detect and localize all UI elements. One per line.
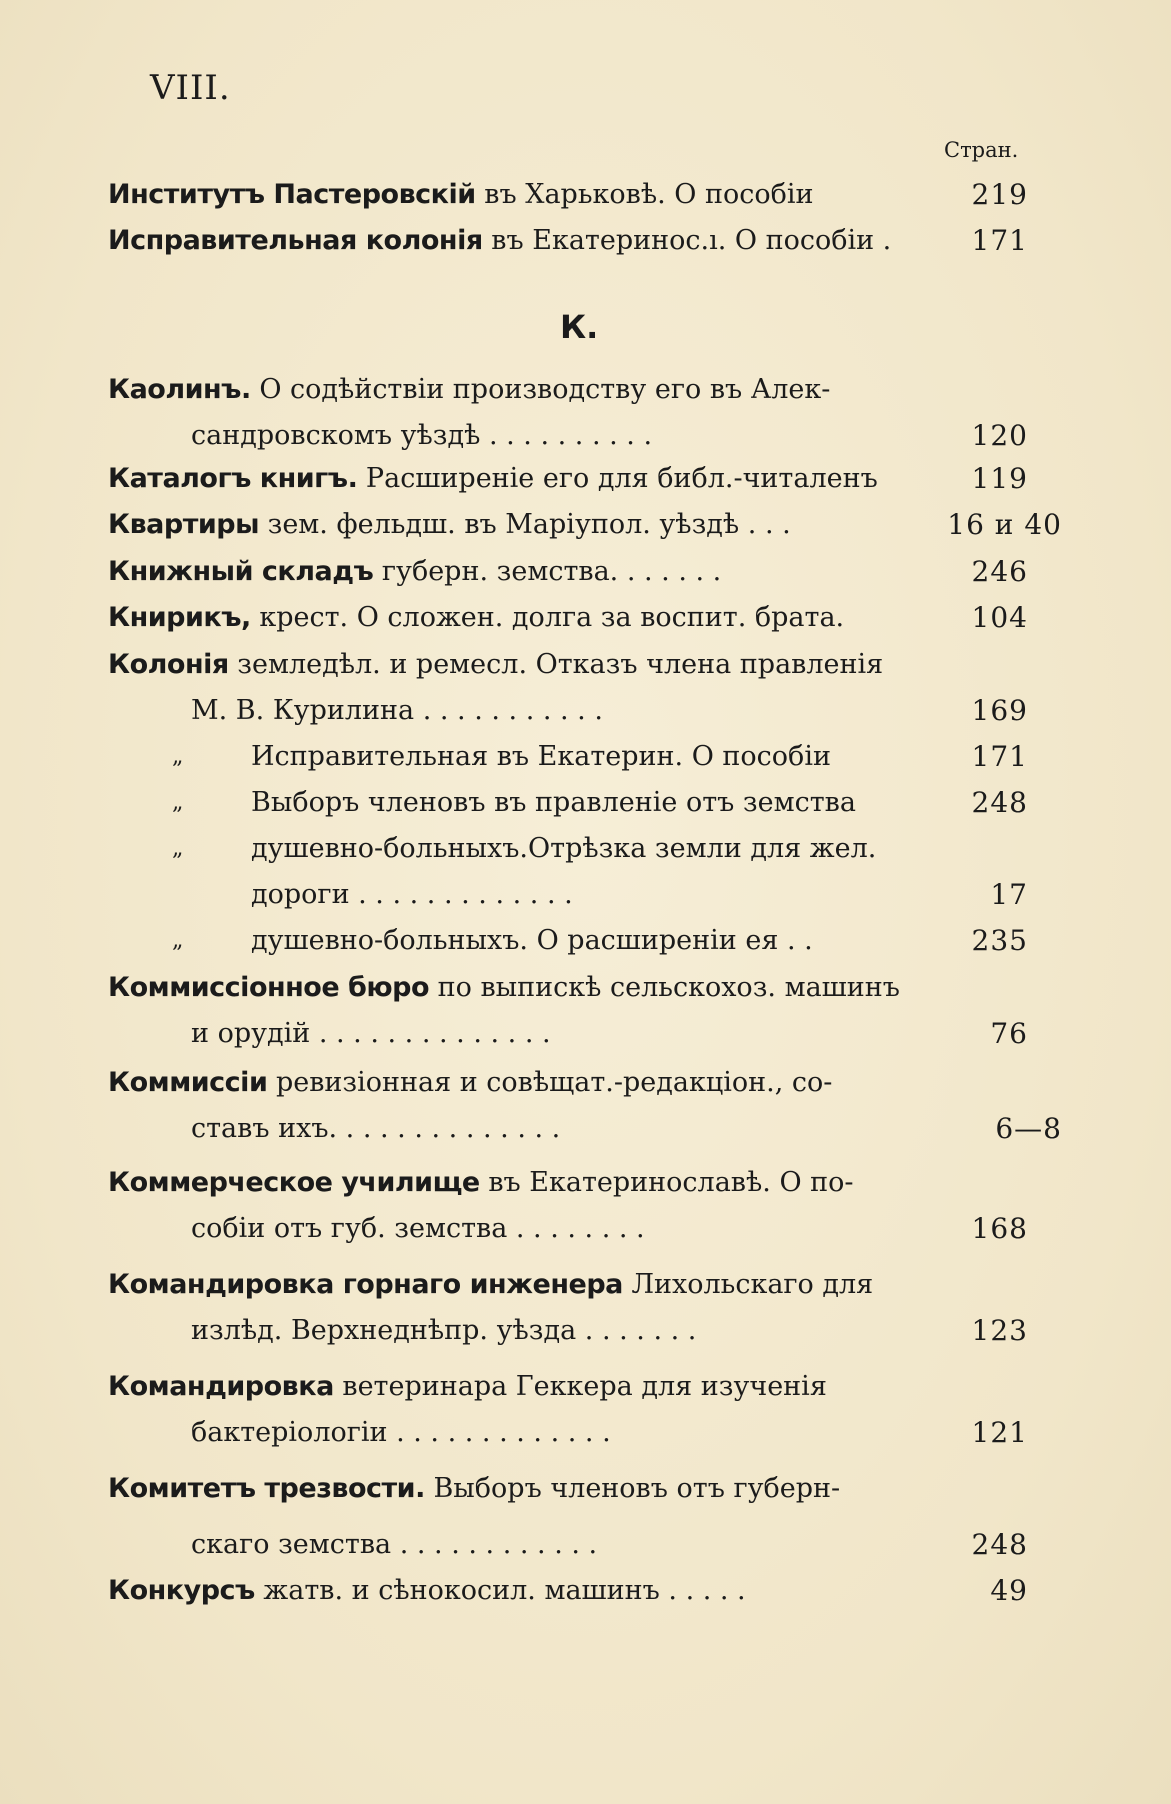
entry-text: собіи отъ губ. земства . . . . . . . .: [191, 1213, 645, 1244]
entry-text: дороги . . . . . . . . . . . . .: [251, 879, 573, 910]
entry-text: скаго земства . . . . . . . . . . . .: [191, 1529, 598, 1560]
entry-line: [108, 872, 1028, 918]
entry-text: душевно-больныхъ.Отрѣзка земли для жел.: [251, 833, 877, 864]
entry-heading: Квартиры: [108, 509, 260, 540]
entry-line: [108, 456, 1028, 502]
page-number: 123: [971, 1314, 1028, 1347]
page-number: 120: [971, 419, 1028, 452]
page-number: 76: [990, 1017, 1028, 1050]
page-number: 169: [971, 694, 1028, 727]
page-number: 49: [990, 1574, 1028, 1607]
entry-text: въ Екатеринос.ı. О пособіи .: [482, 225, 892, 256]
entry-heading: Книжный складъ: [108, 556, 374, 587]
entry-text: въ Екатеринославѣ. О по-: [479, 1167, 854, 1198]
entry-text: душевно-больныхъ. О расширеніи ея . .: [251, 925, 813, 956]
entry-line: [108, 1466, 1028, 1512]
page-number: 171: [971, 740, 1028, 773]
page-number: 171: [971, 224, 1028, 257]
entry-line: [108, 688, 1028, 734]
page-number: 121: [971, 1416, 1028, 1449]
entry-text: Лихольскаго для: [622, 1269, 874, 1300]
entry-line: [108, 965, 1028, 1011]
page-number: 104: [971, 601, 1028, 634]
entry-line: [108, 642, 1028, 688]
index-entry: [108, 642, 1028, 964]
entry-line: [108, 1364, 1028, 1410]
entry-line: [108, 780, 1028, 826]
index-entry: [108, 502, 1062, 548]
entry-text: жатв. и сѣнокосил. машинъ . . . . .: [254, 1575, 746, 1606]
page-number: 17: [990, 878, 1028, 911]
index-entry: [108, 172, 1028, 218]
entry-text: губерн. земства. . . . . . .: [373, 556, 722, 587]
entry-line: [108, 1568, 1028, 1614]
entry-line: [108, 595, 1028, 641]
entry-line: [108, 1160, 1028, 1206]
ditto-mark: „: [172, 790, 184, 815]
entry-heading: Книрикъ,: [108, 602, 251, 633]
entry-text: ветеринара Геккера для изученія: [333, 1371, 827, 1402]
page-number: 219: [971, 178, 1028, 211]
index-entry: [108, 1262, 1028, 1354]
entry-heading: Комитетъ трезвости.: [108, 1473, 425, 1504]
entry-heading: Командировка: [108, 1371, 334, 1402]
page-number: 235: [971, 924, 1028, 957]
index-entry: [108, 367, 1028, 459]
entry-text: и орудій . . . . . . . . . . . . . .: [191, 1018, 551, 1049]
entry-text: бактеріологіи . . . . . . . . . . . . .: [191, 1417, 611, 1448]
index-entry: [108, 1060, 1062, 1152]
entry-heading: Коммиссіонное бюро: [108, 972, 430, 1003]
entry-line: [108, 1308, 1028, 1354]
entry-line: [108, 734, 1028, 780]
page-number: 168: [971, 1212, 1028, 1245]
index-entry: [108, 1466, 1028, 1568]
entry-line: [108, 1410, 1028, 1456]
entry-heading: Коммиссіи: [108, 1067, 268, 1098]
entry-heading: Командировка горнаго инженера: [108, 1269, 623, 1300]
entry-heading: Коммерческое училище: [108, 1167, 480, 1198]
entry-text: Расширеніе его для библ.-читаленъ: [357, 463, 878, 494]
ditto-mark: „: [172, 836, 184, 861]
entry-line: [108, 918, 1028, 964]
entry-line: [108, 1522, 1028, 1568]
index-entry: [108, 549, 1028, 595]
index-entry: [108, 1160, 1028, 1252]
index-entry: [108, 456, 1028, 502]
index-entry: [108, 1568, 1028, 1614]
entry-heading: Исправительная колонія: [108, 225, 483, 256]
entry-text: Выборъ членовъ въ правленіе отъ земства: [251, 787, 856, 818]
index-entry: [108, 218, 1028, 264]
page-number: 119: [971, 462, 1028, 495]
index-entry: [108, 595, 1028, 641]
entry-line: [108, 172, 1028, 218]
entry-text: сандровскомъ уѣздѣ . . . . . . . . . .: [191, 420, 653, 451]
entry-text: по выпискѣ сельскохоз. машинъ: [429, 972, 900, 1003]
ditto-mark: „: [172, 928, 184, 953]
page-number: 248: [971, 1528, 1028, 1561]
entry-heading: Каолинъ.: [108, 374, 251, 405]
page-column-header: Стран.: [944, 138, 1019, 162]
entry-heading: Каталогъ книгъ.: [108, 463, 358, 494]
entry-heading: Конкурсъ: [108, 1575, 255, 1606]
index-entry: [108, 965, 1028, 1057]
entry-line: [108, 549, 1028, 595]
entry-line: [108, 826, 1028, 872]
entry-line: [108, 1262, 1028, 1308]
entry-line: [108, 1106, 1062, 1152]
entry-heading: Институтъ Пастеровскій: [108, 179, 476, 210]
entry-text: О содѣйствіи производству его въ Алек-: [250, 374, 831, 405]
entry-text: излѣд. Верхнеднѣпр. уѣзда . . . . . . .: [191, 1315, 697, 1346]
entry-text: Исправительная въ Екатерин. О пособіи: [251, 741, 831, 772]
entry-text: крест. О сложен. долга за воспит. брата.: [250, 602, 845, 633]
page-folio: VIII.: [150, 68, 231, 108]
entry-line: [108, 218, 1028, 264]
entry-line: [108, 502, 1062, 548]
index-entry: [108, 1364, 1028, 1456]
entry-line: [108, 413, 1028, 459]
entry-line: [108, 1060, 1028, 1106]
entry-text: зем. фельдш. въ Маріупол. уѣздѣ . . .: [259, 509, 791, 540]
entry-line: [108, 367, 1028, 413]
entry-line: [108, 1206, 1028, 1252]
ditto-mark: „: [172, 744, 184, 769]
entry-text: земледѣл. и ремесл. Отказъ члена правленія: [228, 649, 884, 680]
section-letter: К.: [560, 308, 599, 346]
entry-line: [108, 1011, 1028, 1057]
entry-text: ставъ ихъ. . . . . . . . . . . . . .: [191, 1113, 561, 1144]
entry-text: Выборъ членовъ отъ губерн-: [424, 1473, 841, 1504]
entry-text: ревизіонная и совѣщат.-редакціон., со-: [267, 1067, 833, 1098]
page-number: 6—8: [995, 1112, 1062, 1145]
page-number: 246: [971, 555, 1028, 588]
page-number: 16 и 40: [947, 508, 1062, 541]
page-number: 248: [971, 786, 1028, 819]
entry-text: въ Харьковѣ. О пособіи: [475, 179, 814, 210]
entry-text: М. В. Курилина . . . . . . . . . . .: [191, 695, 603, 726]
entry-heading: Колонія: [108, 649, 229, 680]
